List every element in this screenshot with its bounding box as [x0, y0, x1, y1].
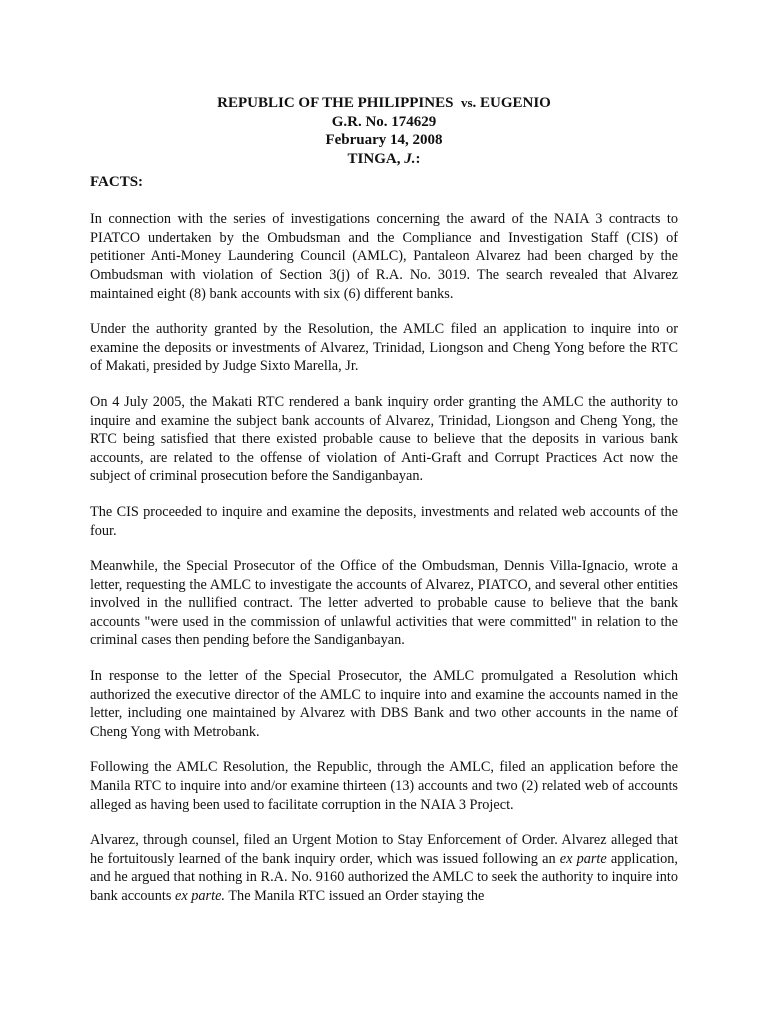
paragraph-5: Meanwhile, the Special Prosecutor of the Office of the Ombudsman, Dennis Villa-Ignacio, wrote a letter, requesting the AMLC to investigate the accounts of Alvarez, PIATCO, and several other entities involved in the nullified contract. The letter adverted to probable cause to believe that the bank accounts "were used in the commission of unlawful activities that were committed" in relation to the criminal cases then pending before the Sandiganbayan.: [90, 558, 678, 649]
case-title-vs: vs: [460, 95, 473, 110]
case-title: [0, 94, 768, 113]
paragraph-8-text-3: The Manila RTC issued an Order staying the: [225, 888, 485, 904]
document-body: [90, 173, 678, 923]
ponente-name: TINGA,: [347, 150, 405, 167]
decision-date: February 14, 2008: [325, 132, 443, 149]
paragraph-1: In connection with the series of investigations concerning the award of the NAIA 3 contracts to PIATCO undertaken by the Ombudsman and the Compliance and Investigation Staff (CIS) of petitioner Anti-Money Laundering Council (AMLC), Pantaleon Alvarez had been charged by the Ombudsman with violation of Section 3(j) of R.A. No. 3019. The search revealed that Alvarez maintained eight (8) bank accounts with six (6) different banks.: [90, 211, 678, 302]
gr-number: G.R. No. 174629: [331, 113, 437, 130]
paragraph-7: Following the AMLC Resolution, the Republic, through the AMLC, filed an application before the Manila RTC to inquire into and/or examine thirteen (13) accounts and two (2) related web of accounts alleged as having been used to facilitate corruption in the NAIA 3 Project.: [90, 759, 678, 813]
paragraph-8-italic-2: ex parte.: [174, 888, 225, 904]
paragraph-6: In response to the letter of the Special Prosecutor, the AMLC promulgated a Resolution which authorized the executive director of the AMLC to inquire into and examine the accounts named in the letter, including one maintained by Alvarez with DBS Bank and two other accounts in the name of Cheng Yong with Metrobank.: [90, 668, 678, 740]
paragraph-4: The CIS proceeded to inquire and examine the deposits, investments and related web accounts of the four.: [90, 503, 678, 539]
paragraph-2: Under the authority granted by the Resolution, the AMLC filed an application to inquire into or examine the deposits or investments of Alvarez, Trinidad, Liongson and Cheng Yong before the RTC of Makati, presided by Judge Sixto Marella, Jr.: [90, 321, 678, 375]
ponente: [0, 150, 768, 169]
paragraph-8: [90, 831, 678, 905]
ponente-colon: :: [415, 150, 421, 167]
case-title-left: REPUBLIC OF THE PHILIPPINES: [217, 95, 454, 111]
paragraph-8-italic-1: ex parte: [559, 850, 607, 867]
case-header: [0, 94, 768, 168]
facts-heading: FACTS:: [90, 174, 144, 190]
case-title-right: . EUGENIO: [472, 95, 551, 111]
paragraph-8-text-2: application, and he argued that nothing in R.A. No. 9160 authorized the AMLC to seek the authority to inquire into bank accounts: [90, 850, 678, 904]
ponente-justice-abbrev: J.: [404, 150, 416, 167]
paragraph-3: On 4 July 2005, the Makati RTC rendered a bank inquiry order granting the AMLC the authority to inquire and examine the subject bank accounts of Alvarez, Trinidad, Liongson and Cheng Yong, the RTC being satisfied that there existed probable cause to believe that the deposits in various bank accounts, are related to the offense of violation of Anti-Graft and Corrupt Practices Act now the subject of criminal prosecution before the Sandiganbayan.: [90, 393, 678, 485]
paragraph-8-text-1: Alvarez, through counsel, filed an Urgent Motion to Stay Enforcement of Order. Alvarez alleged that he fortuitously learned of the bank inquiry order, which was issued following an: [90, 832, 678, 867]
